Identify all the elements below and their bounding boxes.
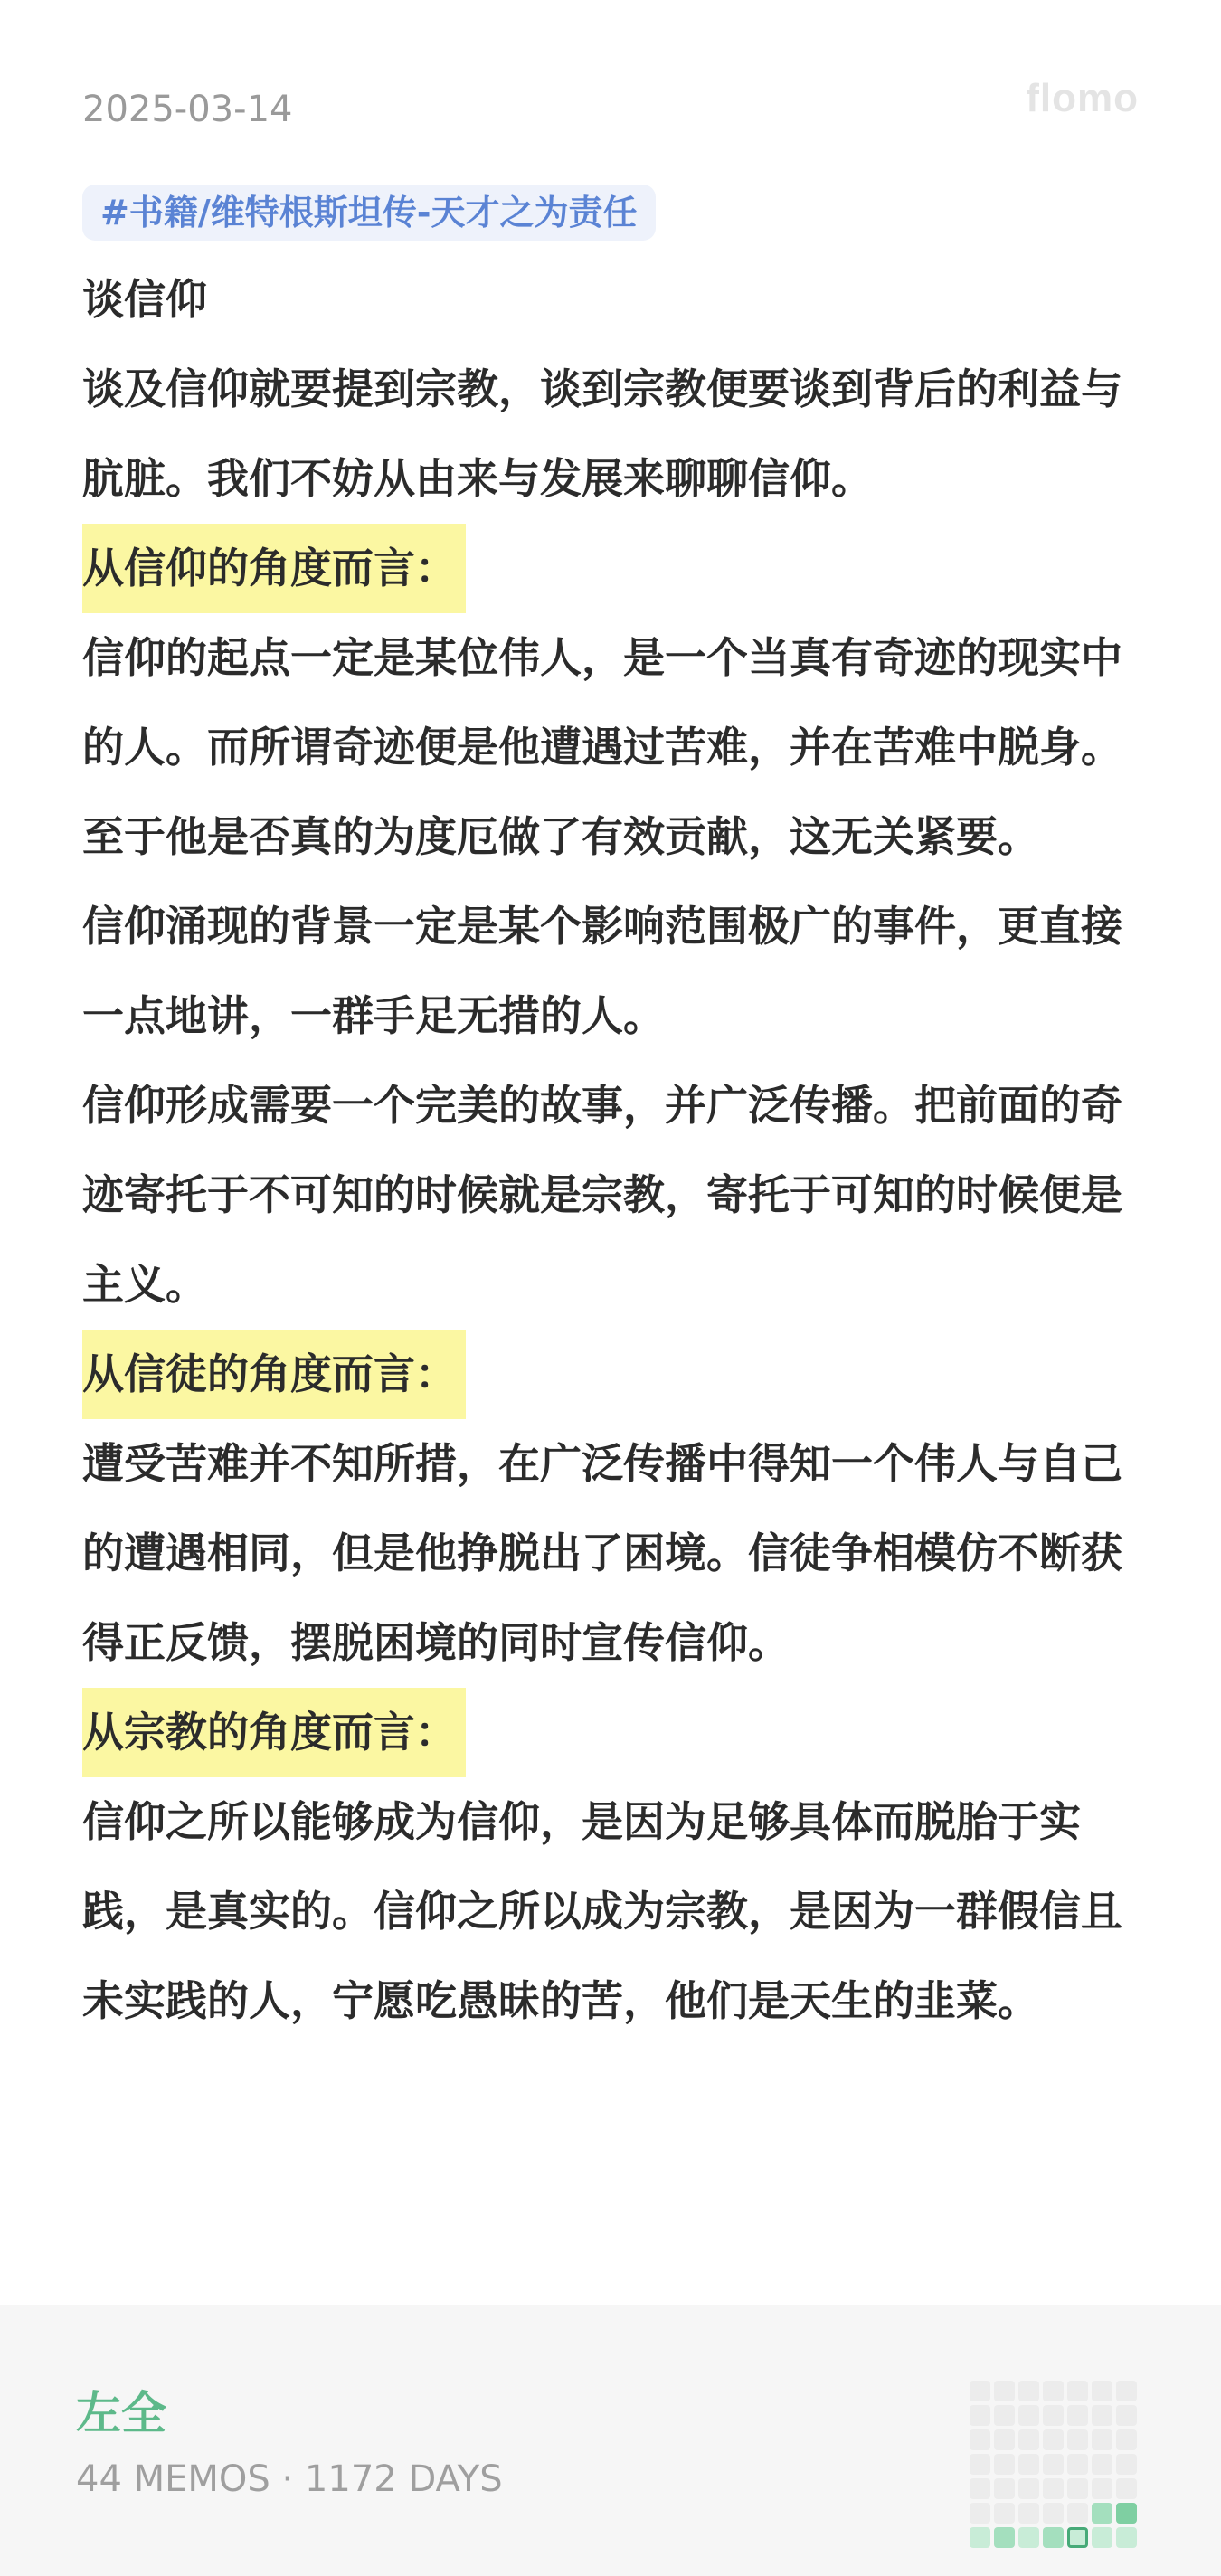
heatmap-cell — [1116, 2503, 1137, 2524]
heatmap-cell — [1116, 2478, 1137, 2499]
heatmap-cell — [1018, 2405, 1039, 2426]
memo-paragraph-highlight: 从宗教的角度而言： — [82, 1688, 1145, 1777]
heatmap-cell — [994, 2454, 1015, 2475]
heatmap-cell — [1067, 2527, 1088, 2548]
heatmap-cell — [1116, 2405, 1137, 2426]
heatmap-cell — [1067, 2405, 1088, 2426]
memo-date: 2025-03-14 — [82, 89, 293, 130]
heatmap-cell — [970, 2454, 990, 2475]
heatmap-cell — [1018, 2381, 1039, 2401]
heatmap-cell — [994, 2503, 1015, 2524]
memo-paragraph: 信仰涌现的背景一定是某个影响范围极广的事件，更直接一点地讲，一群手足无措的人。 — [82, 902, 1122, 1040]
heatmap-cell — [1092, 2503, 1112, 2524]
heatmap-cell — [994, 2381, 1015, 2401]
heatmap-cell — [970, 2527, 990, 2548]
heatmap-cell — [994, 2405, 1015, 2426]
heatmap-cell — [1092, 2381, 1112, 2401]
memo-paragraph: 谈及信仰就要提到宗教，谈到宗教便要谈到背后的利益与肮脏。我们不妨从由来与发展来聊聊信仰。 — [82, 365, 1122, 503]
heatmap-cell — [1043, 2454, 1064, 2475]
heatmap-cell — [1018, 2429, 1039, 2450]
heatmap-cell — [1043, 2429, 1064, 2450]
heatmap-cell — [1092, 2405, 1112, 2426]
heatmap-cell — [1116, 2527, 1137, 2548]
heatmap-cell — [1092, 2429, 1112, 2450]
flomo-logo: flomo — [1026, 76, 1139, 120]
heatmap-cell — [1018, 2454, 1039, 2475]
heatmap-cell — [1067, 2478, 1088, 2499]
heatmap-cell — [1116, 2454, 1137, 2475]
heatmap-cell — [1067, 2503, 1088, 2524]
memo-paragraph: 信仰之所以能够成为信仰，是因为足够具体而脱胎于实践，是真实的。信仰之所以成为宗教，是因为一群假信且未实践的人，宁愿吃愚昧的苦，他们是天生的韭菜。 — [82, 1797, 1122, 2025]
heatmap-cell — [1092, 2527, 1112, 2548]
heatmap-cell — [994, 2478, 1015, 2499]
heatmap-cell — [1043, 2405, 1064, 2426]
heatmap-cell — [1092, 2478, 1112, 2499]
heatmap-cell — [1018, 2478, 1039, 2499]
memo-paragraph: 信仰的起点一定是某位伟人，是一个当真有奇迹的现实中的人。而所谓奇迹便是他遭遇过苦难，并在苦难中脱身。至于他是否真的为度厄做了有效贡献，这无关紧要。 — [82, 633, 1122, 861]
heatmap-cell — [1116, 2381, 1137, 2401]
heatmap-cell — [1067, 2381, 1088, 2401]
memo-paragraph: 谈信仰 — [82, 275, 207, 324]
memo-tag[interactable]: #书籍/维特根斯坦传-天才之为责任 — [82, 185, 656, 241]
heatmap-cell — [970, 2405, 990, 2426]
memo-content — [82, 255, 1145, 2046]
memo-paragraph: 遭受苦难并不知所措，在广泛传播中得知一个伟人与自己的遭遇相同，但是他挣脱出了困境。信徒争相模仿不断获得正反馈，摆脱困境的同时宣传信仰。 — [82, 1439, 1122, 1667]
memo-paragraph: 信仰形成需要一个完美的故事，并广泛传播。把前面的奇迹寄托于不可知的时候就是宗教，寄托于可知的时候便是主义。 — [82, 1081, 1122, 1309]
heatmap-cell — [970, 2503, 990, 2524]
heatmap-cell — [1018, 2527, 1039, 2548]
heatmap-cell — [970, 2478, 990, 2499]
heatmap-cell — [1092, 2454, 1112, 2475]
heatmap-cell — [994, 2527, 1015, 2548]
heatmap-cell — [1043, 2527, 1064, 2548]
author-name: 左全 — [76, 2387, 166, 2439]
heatmap-cell — [1067, 2429, 1088, 2450]
activity-heatmap — [970, 2381, 1141, 2545]
heatmap-cell — [994, 2429, 1015, 2450]
heatmap-cell — [1116, 2429, 1137, 2450]
memo-paragraph-highlight: 从信徒的角度而言： — [82, 1330, 1145, 1419]
memo-paragraph-highlight: 从信仰的角度而言： — [82, 524, 1145, 613]
heatmap-cell — [1043, 2381, 1064, 2401]
heatmap-cell — [1018, 2503, 1039, 2524]
heatmap-cell — [1067, 2454, 1088, 2475]
memo-stats: 44 MEMOS · 1172 DAYS — [76, 2458, 503, 2500]
heatmap-cell — [1043, 2503, 1064, 2524]
footer — [0, 2305, 1221, 2576]
heatmap-cell — [1043, 2478, 1064, 2499]
heatmap-cell — [970, 2429, 990, 2450]
heatmap-cell — [970, 2381, 990, 2401]
